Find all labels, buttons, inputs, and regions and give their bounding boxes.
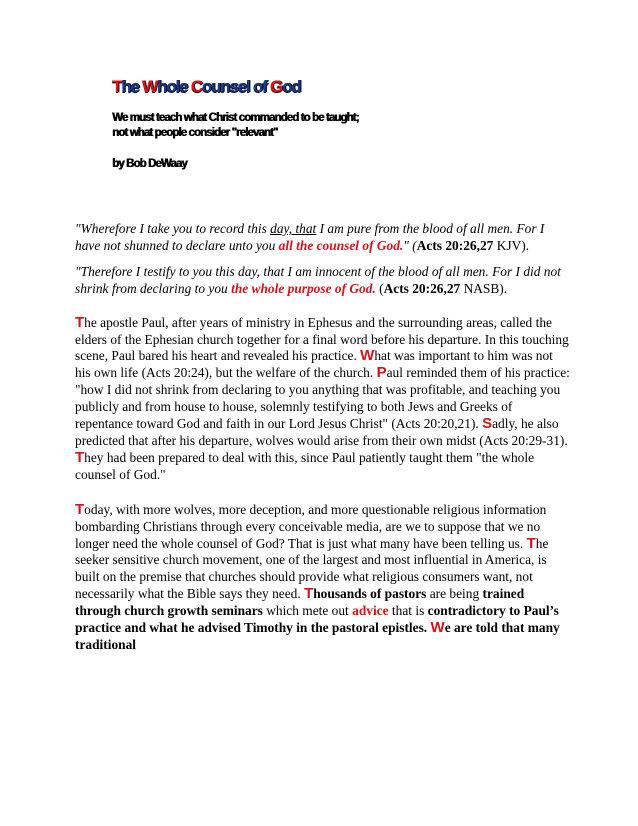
title-initial-c: C xyxy=(190,77,202,96)
title-word-od: od xyxy=(282,77,301,96)
sentence: adly, he also predicted that after his departure, wolves would arise from their own midst (Acts 20:29-31). xyxy=(75,416,568,448)
title-initial-w: W xyxy=(142,77,158,96)
subtitle-line-2: not what people consider "relevant" xyxy=(112,127,278,139)
quote-nasb-text-a: "Therefore I testify to you this day, that I am innocent of the blood of all men. For I did not shrink from declaring to you xyxy=(75,263,561,296)
quote-kjv-reference: Acts 20:26,27 xyxy=(416,237,494,253)
sentence: he seeker sensitive church movement, one of the largest and most influential in America, is built on the premise that churches should provide what religious consumers want, not necessarily what the Bible says they need. xyxy=(75,535,549,602)
paragraph-paul-ephesus xyxy=(75,315,571,484)
title-word-he: he xyxy=(121,77,143,96)
sentence: that is xyxy=(388,603,428,619)
sentence: aul reminded them of his practice: "how I did not shrink from declaring to you anything that was profitable, and teaching you publicly and from house to house, solemnly testifying to both Jews and Greeks of repentance toward God and faith in our Lord Jesus Christ" (Acts 20:20,21). xyxy=(75,365,570,432)
drop-cap: S xyxy=(482,415,493,433)
byline: by Bob DeWaay xyxy=(112,158,187,170)
sentence: he apostle Paul, after years of ministry in Ephesus and the surrounding areas, called the elders of the Ephesian church together for a final word before his departure. In this touching scene, Paul bared his heart and revealed his practice. xyxy=(75,314,569,364)
drop-cap: P xyxy=(376,364,387,382)
article-header xyxy=(112,76,552,170)
paragraph-today xyxy=(75,502,571,654)
title-word-ounsel-of: ounsel of xyxy=(201,77,271,96)
quote-kjv-underlined: day, that xyxy=(270,221,317,236)
subtitle xyxy=(112,111,552,141)
quote-nasb-text-c: ( xyxy=(375,280,384,296)
sentence: hey had been prepared to deal with this, since Paul patiently taught them "the whole counsel of God." xyxy=(75,449,535,482)
sentence: are being xyxy=(426,586,483,602)
drop-cap: T xyxy=(75,313,85,331)
quote-kjv xyxy=(75,221,571,255)
quote-kjv-text-c: " ( xyxy=(403,237,417,253)
drop-cap: T xyxy=(304,585,314,603)
bold-text: e are told that many traditional xyxy=(75,620,560,652)
bold-text: housands of pastors xyxy=(313,586,427,602)
bold-text: contradictory to Paul’s practice and what he advised Timothy in the pastoral epistles. xyxy=(75,603,559,636)
quote-kjv-text-a: "Wherefore I take you to record this xyxy=(75,221,271,236)
drop-cap: W xyxy=(430,619,445,637)
quote-nasb xyxy=(75,264,571,298)
sentence: which mete out xyxy=(262,603,353,619)
page-title xyxy=(112,76,552,98)
subtitle-line-1: We must teach what Christ commanded to be taught; xyxy=(112,112,359,124)
quote-nasb-reference: Acts 20:26,27 xyxy=(383,280,461,296)
quote-nasb-version: NASB). xyxy=(460,280,508,296)
quote-kjv-text-b: I am pure from the blood of all men. For I have not shunned to declare unto you xyxy=(75,221,545,253)
bold-text: trained through church growth seminars xyxy=(75,586,525,619)
quote-kjv-highlight: all the counsel of God. xyxy=(278,237,404,253)
title-initial-g: G xyxy=(270,77,283,96)
title-word-hole: hole xyxy=(157,77,191,96)
quote-nasb-highlight: the whole purpose of God. xyxy=(231,280,376,296)
drop-cap: T xyxy=(75,448,85,466)
red-highlight: advice xyxy=(352,603,389,619)
drop-cap: W xyxy=(360,347,375,365)
sentence: oday, with more wolves, more deception, and more questionable religious information bombarding Christians through every conceivable media, are we to suppose that we no longer need the whole counsel of God? That is just what many have been telling us. xyxy=(75,501,547,551)
quote-kjv-version: KJV). xyxy=(493,237,530,253)
sentence: hat was important to him was not his own life (Acts 20:24), but the welfare of the church. xyxy=(75,348,553,381)
drop-cap: T xyxy=(75,500,85,518)
title-initial-t: T xyxy=(112,77,122,96)
article-body xyxy=(75,221,571,654)
drop-cap: T xyxy=(526,534,536,552)
